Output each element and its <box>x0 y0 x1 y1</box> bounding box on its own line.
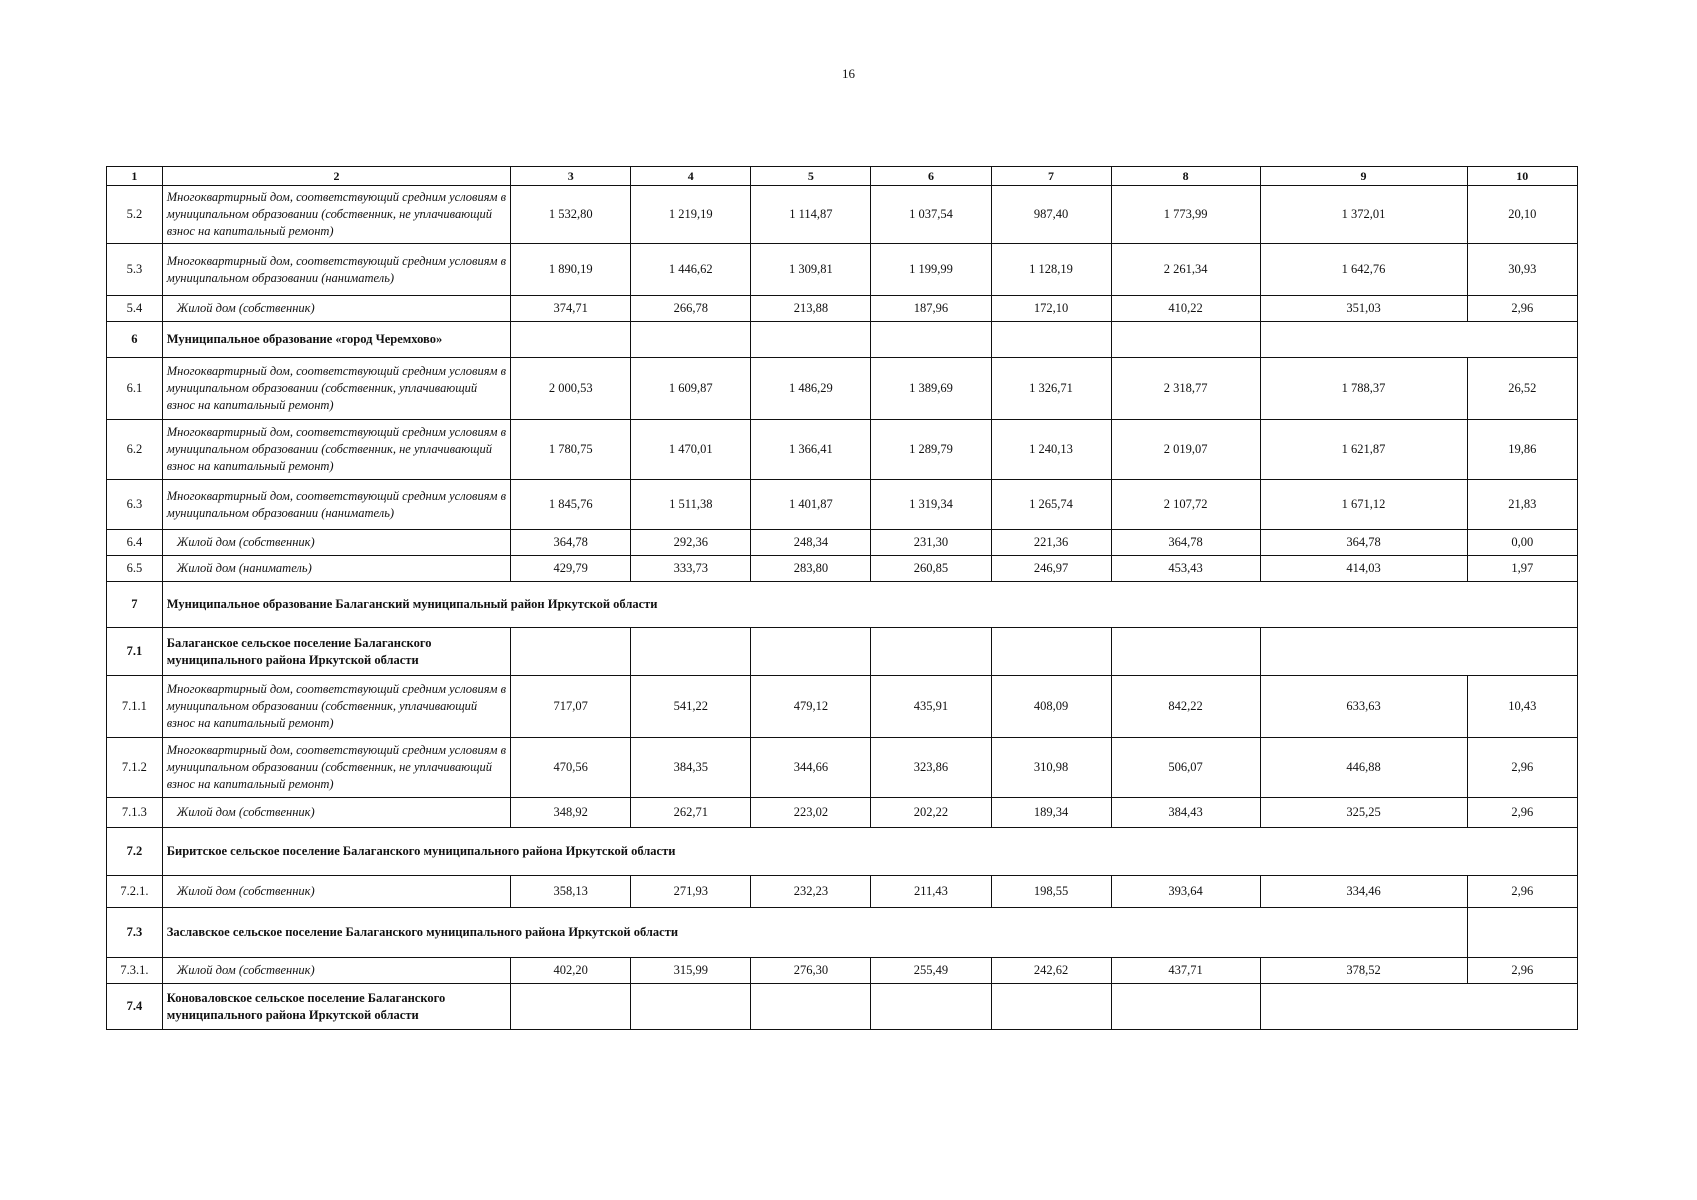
table-row <box>107 676 1578 738</box>
value-cell: 271,93 <box>631 876 751 908</box>
section-row <box>107 908 1578 958</box>
row-description: Многоквартирный дом, соответствующий средним условиям в муниципальном образовании (собственник, не уплачивающий взнос на капитальный ремонт) <box>162 420 510 480</box>
column-header: 8 <box>1111 167 1260 186</box>
value-cell: 262,71 <box>631 798 751 828</box>
column-header: 7 <box>991 167 1111 186</box>
value-cell: 1 890,19 <box>511 244 631 296</box>
value-cell: 1,97 <box>1467 556 1577 582</box>
value-cell: 358,13 <box>511 876 631 908</box>
row-description: Многоквартирный дом, соответствующий средним условиям в муниципальном образовании (собственник, уплачивающий взнос на капитальный ремонт) <box>162 358 510 420</box>
empty-cell <box>991 322 1111 358</box>
row-description: Многоквартирный дом, соответствующий средним условиям в муниципальном образовании (собственник, не уплачивающий взнос на капитальный ремонт) <box>162 186 510 244</box>
value-cell: 374,71 <box>511 296 631 322</box>
value-cell: 1 780,75 <box>511 420 631 480</box>
table-row <box>107 244 1578 296</box>
column-header: 4 <box>631 167 751 186</box>
value-cell: 19,86 <box>1467 420 1577 480</box>
value-cell: 364,78 <box>1260 530 1467 556</box>
value-cell: 2,96 <box>1467 958 1577 984</box>
row-code: 7.1.1 <box>107 676 163 738</box>
value-cell: 246,97 <box>991 556 1111 582</box>
empty-cell <box>511 984 631 1030</box>
value-cell: 2,96 <box>1467 296 1577 322</box>
value-cell: 333,73 <box>631 556 751 582</box>
row-code: 5.4 <box>107 296 163 322</box>
value-cell: 202,22 <box>871 798 991 828</box>
table-row <box>107 876 1578 908</box>
row-code: 7.2 <box>107 828 163 876</box>
value-cell: 2,96 <box>1467 798 1577 828</box>
value-cell: 1 114,87 <box>751 186 871 244</box>
section-row <box>107 828 1578 876</box>
row-code: 5.3 <box>107 244 163 296</box>
value-cell: 187,96 <box>871 296 991 322</box>
value-cell: 1 446,62 <box>631 244 751 296</box>
value-cell: 20,10 <box>1467 186 1577 244</box>
row-code: 7 <box>107 582 163 628</box>
value-cell: 213,88 <box>751 296 871 322</box>
value-cell: 1 845,76 <box>511 480 631 530</box>
row-description: Жилой дом (собственник) <box>162 296 510 322</box>
value-cell: 1 642,76 <box>1260 244 1467 296</box>
value-cell: 255,49 <box>871 958 991 984</box>
value-cell: 2 019,07 <box>1111 420 1260 480</box>
row-code: 6 <box>107 322 163 358</box>
value-cell: 842,22 <box>1111 676 1260 738</box>
table-row <box>107 480 1578 530</box>
section-row <box>107 322 1578 358</box>
value-cell: 242,62 <box>991 958 1111 984</box>
row-code: 7.2.1. <box>107 876 163 908</box>
table-row <box>107 738 1578 798</box>
value-cell: 260,85 <box>871 556 991 582</box>
empty-cell <box>1467 908 1577 958</box>
row-code: 7.1.2 <box>107 738 163 798</box>
value-cell: 1 372,01 <box>1260 186 1467 244</box>
value-cell: 506,07 <box>1111 738 1260 798</box>
table-row <box>107 958 1578 984</box>
column-header: 5 <box>751 167 871 186</box>
value-cell: 987,40 <box>991 186 1111 244</box>
table-row <box>107 556 1578 582</box>
value-cell: 315,99 <box>631 958 751 984</box>
row-code: 6.3 <box>107 480 163 530</box>
value-cell: 223,02 <box>751 798 871 828</box>
value-cell: 1 532,80 <box>511 186 631 244</box>
value-cell: 470,56 <box>511 738 631 798</box>
header-row <box>107 167 1578 186</box>
value-cell: 1 511,38 <box>631 480 751 530</box>
value-cell: 0,00 <box>1467 530 1577 556</box>
value-cell: 378,52 <box>1260 958 1467 984</box>
empty-cell <box>631 984 751 1030</box>
value-cell: 1 486,29 <box>751 358 871 420</box>
row-description: Многоквартирный дом, соответствующий средним условиям в муниципальном образовании (наниматель) <box>162 244 510 296</box>
value-cell: 276,30 <box>751 958 871 984</box>
value-cell: 1 309,81 <box>751 244 871 296</box>
column-header: 1 <box>107 167 163 186</box>
value-cell: 1 621,87 <box>1260 420 1467 480</box>
value-cell: 1 128,19 <box>991 244 1111 296</box>
value-cell: 1 219,19 <box>631 186 751 244</box>
table-row <box>107 186 1578 244</box>
column-header: 2 <box>162 167 510 186</box>
value-cell: 198,55 <box>991 876 1111 908</box>
value-cell: 231,30 <box>871 530 991 556</box>
row-description: Многоквартирный дом, соответствующий средним условиям в муниципальном образовании (наниматель) <box>162 480 510 530</box>
value-cell: 283,80 <box>751 556 871 582</box>
section-row <box>107 582 1578 628</box>
value-cell: 393,64 <box>1111 876 1260 908</box>
value-cell: 1 401,87 <box>751 480 871 530</box>
value-cell: 1 326,71 <box>991 358 1111 420</box>
tariff-table <box>106 166 1578 1030</box>
value-cell: 344,66 <box>751 738 871 798</box>
empty-cell <box>631 322 751 358</box>
value-cell: 310,98 <box>991 738 1111 798</box>
column-header: 3 <box>511 167 631 186</box>
value-cell: 1 319,34 <box>871 480 991 530</box>
value-cell: 435,91 <box>871 676 991 738</box>
value-cell: 232,23 <box>751 876 871 908</box>
row-code: 7.3.1. <box>107 958 163 984</box>
value-cell: 26,52 <box>1467 358 1577 420</box>
value-cell: 1 037,54 <box>871 186 991 244</box>
empty-cell <box>511 628 631 676</box>
value-cell: 211,43 <box>871 876 991 908</box>
value-cell: 453,43 <box>1111 556 1260 582</box>
value-cell: 2,96 <box>1467 876 1577 908</box>
value-cell: 2 318,77 <box>1111 358 1260 420</box>
column-header: 10 <box>1467 167 1577 186</box>
value-cell: 414,03 <box>1260 556 1467 582</box>
empty-cell <box>1260 984 1577 1030</box>
empty-cell <box>991 628 1111 676</box>
value-cell: 189,34 <box>991 798 1111 828</box>
value-cell: 325,25 <box>1260 798 1467 828</box>
value-cell: 348,92 <box>511 798 631 828</box>
row-code: 6.1 <box>107 358 163 420</box>
section-row <box>107 628 1578 676</box>
value-cell: 364,78 <box>1111 530 1260 556</box>
table-row <box>107 530 1578 556</box>
table-row <box>107 358 1578 420</box>
value-cell: 351,03 <box>1260 296 1467 322</box>
value-cell: 1 773,99 <box>1111 186 1260 244</box>
value-cell: 1 470,01 <box>631 420 751 480</box>
value-cell: 1 389,69 <box>871 358 991 420</box>
row-description: Многоквартирный дом, соответствующий средним условиям в муниципальном образовании (собственник, уплачивающий взнос на капитальный ремонт) <box>162 676 510 738</box>
empty-cell <box>1111 984 1260 1030</box>
empty-cell <box>751 984 871 1030</box>
value-cell: 2 000,53 <box>511 358 631 420</box>
empty-cell <box>991 984 1111 1030</box>
empty-cell <box>1260 628 1577 676</box>
column-header: 9 <box>1260 167 1467 186</box>
table-row <box>107 798 1578 828</box>
value-cell: 1 289,79 <box>871 420 991 480</box>
value-cell: 2 261,34 <box>1111 244 1260 296</box>
value-cell: 10,43 <box>1467 676 1577 738</box>
empty-cell <box>871 628 991 676</box>
section-title: Коноваловское сельское поселение Балаганского муниципального района Иркутской области <box>162 984 510 1030</box>
column-header: 6 <box>871 167 991 186</box>
value-cell: 221,36 <box>991 530 1111 556</box>
empty-cell <box>871 984 991 1030</box>
value-cell: 2,96 <box>1467 738 1577 798</box>
empty-cell <box>1111 322 1260 358</box>
empty-cell <box>1111 628 1260 676</box>
empty-cell <box>1260 322 1577 358</box>
table-row <box>107 296 1578 322</box>
section-title: Муниципальное образование «город Черемхово» <box>162 322 510 358</box>
empty-cell <box>751 322 871 358</box>
value-cell: 1 265,74 <box>991 480 1111 530</box>
table-row <box>107 420 1578 480</box>
value-cell: 30,93 <box>1467 244 1577 296</box>
value-cell: 248,34 <box>751 530 871 556</box>
row-description: Жилой дом (собственник) <box>162 876 510 908</box>
value-cell: 292,36 <box>631 530 751 556</box>
row-code: 5.2 <box>107 186 163 244</box>
row-code: 7.3 <box>107 908 163 958</box>
section-title: Балаганское сельское поселение Балаганского муниципального района Иркутской области <box>162 628 510 676</box>
section-title: Заславское сельское поселение Балаганского муниципального района Иркутской области <box>162 908 1467 958</box>
value-cell: 1 240,13 <box>991 420 1111 480</box>
row-description: Жилой дом (наниматель) <box>162 556 510 582</box>
empty-cell <box>751 628 871 676</box>
row-description: Жилой дом (собственник) <box>162 798 510 828</box>
value-cell: 266,78 <box>631 296 751 322</box>
value-cell: 402,20 <box>511 958 631 984</box>
row-description: Жилой дом (собственник) <box>162 958 510 984</box>
empty-cell <box>511 322 631 358</box>
value-cell: 1 609,87 <box>631 358 751 420</box>
value-cell: 1 788,37 <box>1260 358 1467 420</box>
value-cell: 172,10 <box>991 296 1111 322</box>
value-cell: 384,43 <box>1111 798 1260 828</box>
value-cell: 384,35 <box>631 738 751 798</box>
value-cell: 323,86 <box>871 738 991 798</box>
section-title: Биритское сельское поселение Балаганского муниципального района Иркутской области <box>162 828 1577 876</box>
value-cell: 717,07 <box>511 676 631 738</box>
value-cell: 21,83 <box>1467 480 1577 530</box>
row-description: Жилой дом (собственник) <box>162 530 510 556</box>
row-code: 7.4 <box>107 984 163 1030</box>
value-cell: 541,22 <box>631 676 751 738</box>
section-row <box>107 984 1578 1030</box>
row-code: 7.1.3 <box>107 798 163 828</box>
row-description: Многоквартирный дом, соответствующий средним условиям в муниципальном образовании (собственник, не уплачивающий взнос на капитальный ремонт) <box>162 738 510 798</box>
value-cell: 633,63 <box>1260 676 1467 738</box>
value-cell: 1 671,12 <box>1260 480 1467 530</box>
section-title: Муниципальное образование Балаганский муниципальный район Иркутской области <box>162 582 1577 628</box>
row-code: 6.5 <box>107 556 163 582</box>
value-cell: 429,79 <box>511 556 631 582</box>
row-code: 6.4 <box>107 530 163 556</box>
value-cell: 408,09 <box>991 676 1111 738</box>
empty-cell <box>871 322 991 358</box>
row-code: 6.2 <box>107 420 163 480</box>
table-body <box>107 186 1578 1030</box>
value-cell: 446,88 <box>1260 738 1467 798</box>
value-cell: 479,12 <box>751 676 871 738</box>
page-number: 16 <box>842 66 855 81</box>
empty-cell <box>631 628 751 676</box>
row-code: 7.1 <box>107 628 163 676</box>
value-cell: 334,46 <box>1260 876 1467 908</box>
value-cell: 437,71 <box>1111 958 1260 984</box>
value-cell: 1 366,41 <box>751 420 871 480</box>
value-cell: 2 107,72 <box>1111 480 1260 530</box>
value-cell: 410,22 <box>1111 296 1260 322</box>
value-cell: 364,78 <box>511 530 631 556</box>
value-cell: 1 199,99 <box>871 244 991 296</box>
